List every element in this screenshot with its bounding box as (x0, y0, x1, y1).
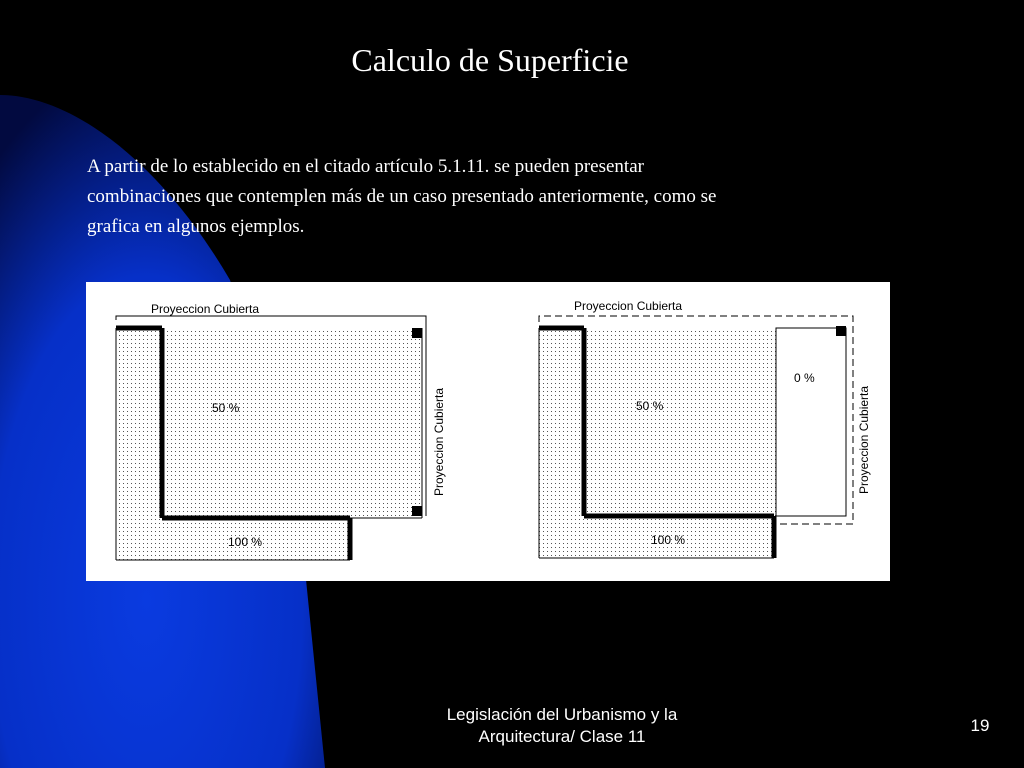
body-line: grafica en algunos ejemplos. (87, 216, 305, 237)
right-top-label: Proyeccion Cubierta (574, 299, 683, 313)
page-number: 19 (970, 716, 990, 735)
left-outer-percent: 100 % (228, 535, 263, 549)
body-line: combinaciones que contemplen más de un caso presentado anteriormente, como se (87, 186, 717, 207)
right-inner-area (584, 328, 776, 516)
right-diagram (539, 299, 871, 558)
right-open-percent: 0 % (794, 371, 815, 385)
right-inner-percent: 50 % (636, 399, 664, 413)
left-diagram (116, 302, 446, 560)
right-outer-percent: 100 % (651, 533, 686, 547)
right-open-area (776, 328, 846, 516)
left-inner-area (162, 328, 422, 518)
footer-line: Legislación del Urbanismo y la (446, 705, 678, 724)
left-top-label: Proyeccion Cubierta (151, 302, 260, 316)
footer-course (412, 704, 712, 748)
left-outer-area (116, 328, 162, 560)
slide-title: Calculo de Superficie (351, 42, 629, 78)
diagram-figure (86, 282, 890, 581)
footer-line: Arquitectura/ Clase 11 (478, 727, 646, 746)
left-side-label: Proyeccion Cubierta (432, 387, 446, 496)
left-inner-percent: 50 % (212, 401, 240, 415)
right-outer-area (539, 328, 584, 558)
body-line: A partir de lo establecido en el citado artículo 5.1.11. se pueden presentar (87, 156, 644, 177)
body-paragraph (87, 152, 887, 242)
right-side-label: Proyeccion Cubierta (857, 385, 871, 494)
